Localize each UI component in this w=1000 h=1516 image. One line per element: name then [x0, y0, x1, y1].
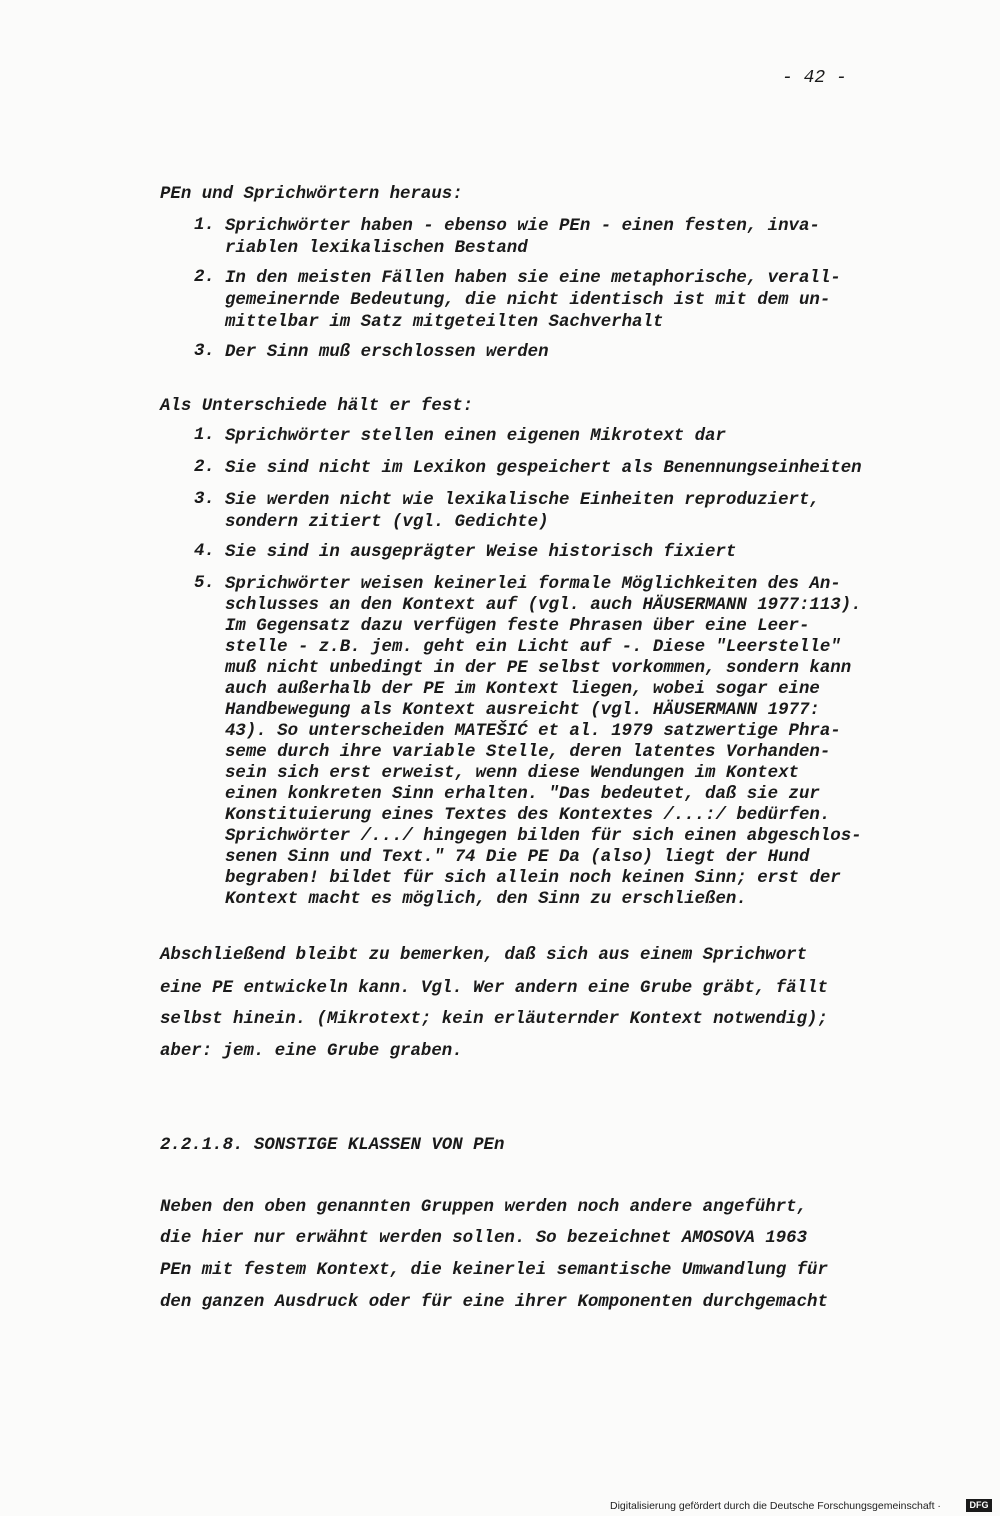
list-item-line: Sie sind nicht im Lexikon gespeichert als Benennungseinheiten [225, 459, 862, 478]
dfg-logo: DFG [966, 1499, 992, 1512]
intro-line: PEn und Sprichwörtern heraus: [160, 185, 463, 204]
footer-credit: Digitalisierung gefördert durch die Deutsche Forschungsgemeinschaft · [610, 1500, 941, 1512]
list-item-line: Der Sinn muß erschlossen werden [225, 343, 549, 362]
list-item-number: 1. [194, 216, 215, 235]
list-item-number: 2. [194, 268, 215, 287]
list-item-line: Sprichwörter weisen keinerlei formale Möglichkeiten des An- [225, 575, 841, 594]
list-item-number: 1. [194, 426, 215, 445]
list-item-line: Im Gegensatz dazu verfügen feste Phrasen über eine Leer- [225, 617, 810, 636]
list-item-number: 4. [194, 542, 215, 561]
list-item-number: 2. [194, 458, 215, 477]
list-item-line: gemeinernde Bedeutung, die nicht identisch ist mit dem un- [225, 291, 831, 310]
list-item-line: auch außerhalb der PE im Kontext liegen, wobei sogar eine [225, 680, 820, 699]
list-item-line: Sie werden nicht wie lexikalische Einheiten reproduziert, [225, 491, 820, 510]
list-item-number: 3. [194, 490, 215, 509]
list-item-line: begraben! bildet für sich allein noch keinen Sinn; erst der [225, 869, 841, 888]
list-item-line: sondern zitiert (vgl. Gedichte) [225, 513, 549, 532]
list-item-line: stelle - z.B. jem. geht ein Licht auf -. Diese "Leerstelle" [225, 638, 841, 657]
list-item-line: Sprichwörter /.../ hingegen bilden für sich einen abgeschlos- [225, 827, 862, 846]
paragraph-line: Neben den oben genannten Gruppen werden noch andere angeführt, [160, 1198, 808, 1217]
list-item-line: muß nicht unbedingt in der PE selbst vorkommen, sondern kann [225, 659, 852, 678]
list-item-line: Handbewegung als Kontext ausreicht (vgl. HÄUSERMANN 1977: [225, 701, 820, 720]
paragraph-line: Abschließend bleibt zu bemerken, daß sich aus einem Sprichwort [160, 946, 808, 965]
page-number: - 42 - [782, 68, 847, 88]
paragraph-line: aber: jem. eine Grube graben. [160, 1042, 463, 1061]
list-item-line: Sie sind in ausgeprägter Weise historisch fixiert [225, 543, 737, 562]
list-item-line: sein sich erst erweist, wenn diese Wendungen im Kontext [225, 764, 799, 783]
list-item-number: 3. [194, 342, 215, 361]
list-item-line: Sprichwörter stellen einen eigenen Mikrotext dar [225, 427, 726, 446]
paragraph-line: eine PE entwickeln kann. Vgl. Wer andern eine Grube gräbt, fällt [160, 979, 828, 998]
paragraph-line: den ganzen Ausdruck oder für eine ihrer Komponenten durchgemacht [160, 1293, 828, 1312]
list-item-number: 5. [194, 574, 215, 593]
list-item-line: riablen lexikalischen Bestand [225, 239, 528, 258]
list-item-line: schlusses an den Kontext auf (vgl. auch HÄUSERMANN 1977:113). [225, 596, 862, 615]
list-item-line: In den meisten Fällen haben sie eine metaphorische, verall- [225, 269, 841, 288]
list-item-line: Konstituierung eines Textes des Kontextes /...:/ bedürfen. [225, 806, 831, 825]
paragraph-line: die hier nur erwähnt werden sollen. So bezeichnet AMOSOVA 1963 [160, 1229, 808, 1248]
list-item-line: senen Sinn und Text." 74 Die PE Da (also) liegt der Hund [225, 848, 810, 867]
list-item-line: Kontext macht es möglich, den Sinn zu erschließen. [225, 890, 747, 909]
list-item-line: Sprichwörter haben - ebenso wie PEn - einen festen, inva- [225, 217, 820, 236]
section-heading: 2.2.1.8. SONSTIGE KLASSEN VON PEn [160, 1136, 505, 1155]
list-item-line: seme durch ihre variable Stelle, deren latentes Vorhanden- [225, 743, 831, 762]
list-item-line: mittelbar im Satz mitgeteilten Sachverhalt [225, 313, 664, 332]
paragraph-line: selbst hinein. (Mikrotext; kein erläuternder Kontext notwendig); [160, 1010, 828, 1029]
list-item-line: 43). So unterscheiden MATEŠIĆ et al. 1979 satzwertige Phra- [225, 722, 841, 741]
list-item-line: einen konkreten Sinn erhalten. "Das bedeutet, daß sie zur [225, 785, 820, 804]
paragraph-line: PEn mit festem Kontext, die keinerlei semantische Umwandlung für [160, 1261, 828, 1280]
differences-intro: Als Unterschiede hält er fest: [160, 397, 474, 416]
